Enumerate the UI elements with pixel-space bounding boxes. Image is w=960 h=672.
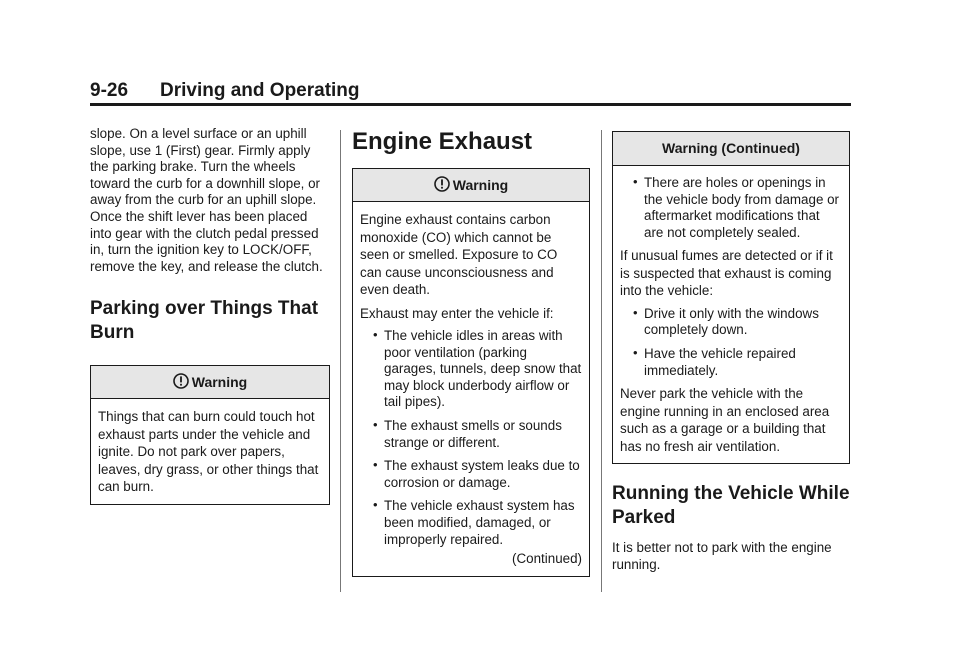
warning-para-2: Exhaust may enter the vehicle if: — [360, 305, 554, 321]
continued-label: (Continued) — [512, 551, 582, 567]
column-1 — [90, 126, 330, 505]
warning-box-continued — [612, 131, 850, 464]
page-number: 9-26 — [90, 80, 129, 101]
bullet-icon: • — [373, 327, 378, 342]
header-rule — [90, 103, 851, 106]
warning-header — [353, 169, 589, 202]
column-2 — [352, 124, 590, 577]
warning-text: Things that can burn could touch hot exhaust parts under the vehicle and ignite. Do not park over papers, leaves, dry grass, or other things that can burn. — [98, 409, 319, 495]
warning-header — [91, 366, 329, 399]
bullet-icon: • — [373, 457, 378, 473]
warning-para-1: Engine exhaust contains carbon monoxide (CO) which cannot be seen or smelled. Exposure to CO can cause unconsciousness and even death. — [360, 212, 558, 297]
list-item: • The vehicle exhaust system has been modified, damaged, or improperly repaired. — [373, 497, 575, 547]
list-item: • Drive it only with the windows completely down. — [633, 304, 819, 338]
warning-box-burn — [90, 365, 330, 505]
fumes-bullet-list — [620, 306, 842, 379]
holes-bullet-list — [620, 175, 842, 241]
warning-box-exhaust — [352, 168, 590, 577]
column-3 — [612, 131, 850, 573]
exhaust-bullet-list — [360, 328, 582, 548]
warning-para-2: Never park the vehicle with the engine running in an enclosed area such as a garage or a building that has no fresh air ventilation. — [620, 386, 830, 454]
warning-body — [613, 166, 849, 463]
warning-title: Warning (Continued) — [662, 140, 800, 156]
column-divider-1 — [340, 130, 341, 592]
warning-para-1: If unusual fumes are detected or if it is suspected that exhaust is coming into the vehicle: — [620, 248, 833, 299]
section-title: Driving and Operating — [160, 80, 360, 101]
intro-paragraph: slope. On a level surface or an uphill slope, use 1 (First) gear. Firmly apply the parking brake. Turn the wheels toward the curb for a downhill slope, or away from the curb for an uphill slope. Once the shift lever has been placed into gear with the clutch pedal pressed in, turn the ignition key to LOCK/OFF, remove the key, and release the clutch. — [90, 126, 323, 274]
warning-icon — [173, 373, 189, 389]
warning-body — [91, 399, 329, 504]
list-item: • The vehicle idles in areas with poor ventilation (parking garages, tunnels, deep snow that may block underbody airflow or tail pipes). — [373, 327, 582, 410]
list-item: • The exhaust smells or sounds strange or different. — [373, 416, 562, 450]
bullet-icon: • — [373, 416, 378, 432]
bullet-icon: • — [633, 345, 638, 361]
warning-title: Warning — [191, 374, 248, 391]
column-divider-2 — [601, 130, 602, 592]
bullet-icon: • — [373, 497, 378, 513]
bullet-icon: • — [633, 174, 638, 189]
parking-over-things-heading: Parking over Things That Burn — [90, 298, 319, 344]
warning-icon — [434, 176, 450, 192]
running-vehicle-heading: Running the Vehicle While Parked — [612, 483, 850, 529]
page-header — [90, 80, 360, 102]
list-item: • The exhaust system leaks due to corrosion or damage. — [373, 457, 580, 490]
warning-header — [613, 132, 849, 166]
list-item: • Have the vehicle repaired immediately. — [633, 345, 796, 378]
running-vehicle-text: It is better not to park with the engine running. — [612, 540, 832, 572]
warning-title: Warning — [452, 177, 509, 193]
bullet-icon: • — [633, 304, 638, 320]
warning-body — [353, 202, 589, 576]
list-item: • There are holes or openings in the vehicle body from damage or aftermarket modifications that are not completely sealed. — [633, 174, 840, 240]
engine-exhaust-heading: Engine Exhaust — [352, 128, 533, 155]
